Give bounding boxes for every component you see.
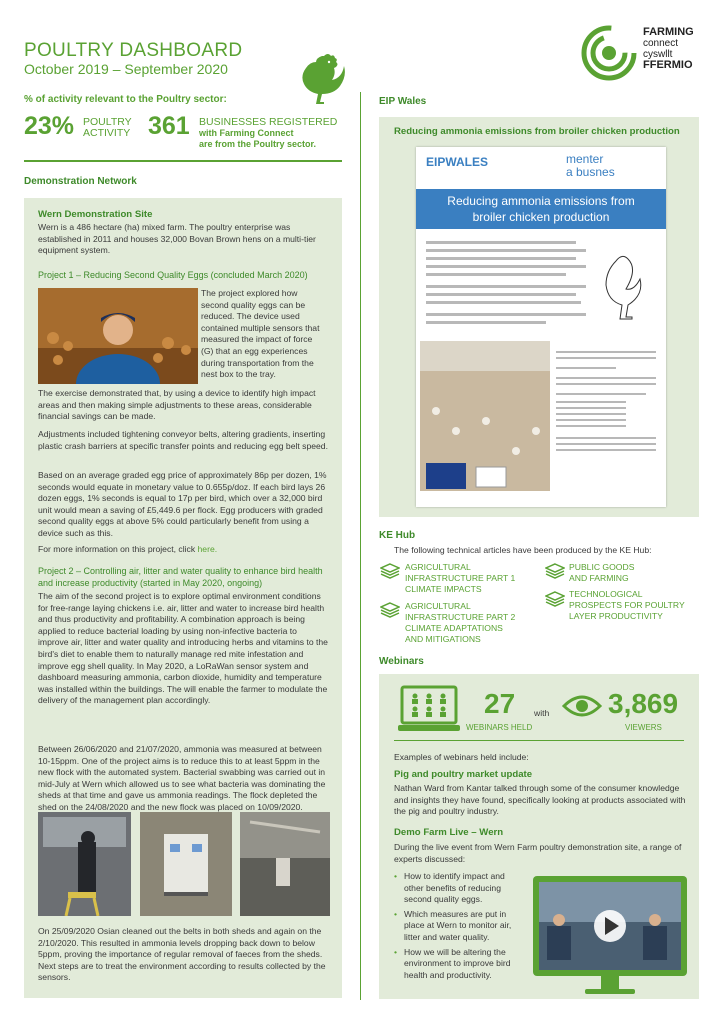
project1-title: Project 1 – Reducing Second Quality Eggs (concluded March 2020) <box>38 270 308 280</box>
kehub-article-public-goods[interactable]: PUBLIC GOODS AND FARMING <box>569 562 635 583</box>
eipwales-logo: EIPWALES <box>426 155 489 169</box>
kehub-intro: The following technical articles have been produced by the KE Hub: <box>394 545 652 555</box>
section-heading-webinars: Webinars <box>379 656 424 667</box>
webinars-held-label: WEBINARS HELD <box>466 723 533 732</box>
webinar-examples-intro: Examples of webinars held include: <box>394 752 529 762</box>
project1-summary: The project explored how second quality eggs can be reduced. The device used contained multiple sensors that measured the impact of force (G) that an egg experiences during transportation from the nest box to the tray. <box>201 288 320 380</box>
divider <box>24 160 342 162</box>
article-icon <box>545 591 565 607</box>
article-icon <box>380 563 400 579</box>
list-item: • How to identify impact and other benefits of reducing second quality eggs. <box>394 871 524 906</box>
farming-connect-logo <box>580 24 638 82</box>
webinar-laptop-icon <box>398 685 460 733</box>
page-title: POULTRY DASHBOARD <box>24 40 243 61</box>
webinar-2-topics <box>394 871 524 984</box>
webinar-2-description: During the live event from Wern Farm poultry demonstration site, a range of experts discussed: <box>394 842 682 864</box>
article-icon <box>380 602 400 618</box>
webinars-held-count: 27 <box>484 688 516 719</box>
webinar-video-player[interactable] <box>533 876 687 1000</box>
businesses-label: BUSINESSES REGISTERED with Farming Connect are from the Poultry sector. <box>199 116 338 149</box>
report-period: October 2019 – September 2020 <box>24 61 228 77</box>
logo-wordmark: FARMING connect cyswllt FFERMIO <box>643 26 694 71</box>
webinar-2-title: Demo Farm Live – Wern <box>394 827 504 838</box>
section-heading-eip: EIP Wales <box>379 96 427 107</box>
project2-measurements: Between 26/06/2020 and 21/07/2020, ammonia was measured at between 10-15ppm. One of the project aims is to reduce this to at least 5ppm in the new flock with the automated system. Bacterial swabbing was carried out in mid-July at Wern which allowed us to see what bacteria was dominating the sheds at that time and gave us ammonia readings. The flock depleted the shed on the 24/08/2020 and the new flock was placed on 10/09/2020. <box>38 744 326 812</box>
shed-ceiling-photo <box>240 812 330 916</box>
project1-financials: Based on an average graded egg price of approximately 86p per dozen, 1% seconds would equate in monetary value to 0.655p/doz. If each bird lays 26 dozen eggs, 1% seconds is equal to 17p per bird, which over a 32,000 bird unit would mean a saving of £5,449.6 per flock. Egg producers with graded second quality eggs at above 5% could particularly benefit from using a device such as this. <box>38 470 327 538</box>
webinar-1-title: Pig and poultry market update <box>394 769 533 780</box>
eye-icon <box>562 694 602 718</box>
businesses-count: 361 <box>148 112 190 140</box>
column-divider <box>360 92 361 1000</box>
viewers-count: 3,869 <box>608 688 679 719</box>
poster-title: Reducing ammonia emissions from broiler chicken production <box>416 189 666 229</box>
project2-outcome: On 25/09/2020 Osian cleaned out the belts in both sheds and again on the 2/10/2020. This resulted in ammonia levels dropping back down to below 5ppm, proving the importance of regular removal of faeces from the sheds. Next steps are to treat the environment according to results collected by the sensors. <box>38 926 326 983</box>
poultry-activity-percent: 23% <box>24 112 75 140</box>
article-icon <box>545 563 565 579</box>
site-title: Wern Demonstration Site <box>38 209 153 220</box>
sensor-install-photo <box>38 812 131 916</box>
kehub-article-infrastructure-1[interactable]: AGRICULTURAL INFRASTRUCTURE PART 1 CLIMATE IMPACTS <box>405 562 516 594</box>
kehub-article-infrastructure-2[interactable]: AGRICULTURAL INFRASTRUCTURE PART 2 CLIMATE ADAPTATIONS AND MITIGATIONS <box>405 601 516 644</box>
divider <box>394 740 684 741</box>
poultry-activity-label: POULTRY ACTIVITY <box>83 116 132 139</box>
webinar-1-description: Nathan Ward from Kantar talked through some of the consumer knowledge and insights they have found, specifically looking at products associated with the pig and poultry industry. <box>394 783 686 817</box>
section-heading-demonstration: Demonstration Network <box>24 176 137 187</box>
eip-project-title: Reducing ammonia emissions from broiler chicken production <box>394 126 680 137</box>
list-item: • How we will be altering the environment to improve bird health and productivity. <box>394 947 524 982</box>
site-description: Wern is a 486 hectare (ha) mixed farm. The poultry enterprise was established in 2011 and houses 32,000 Bovan Brown hens on a multi-tier equipment system. <box>38 222 316 256</box>
project2-title: Project 2 – Controlling air, litter and water quality to enhance bird health and increase productivity (started in May 2020, ongoing) <box>38 566 323 588</box>
eip-poster-image <box>416 147 666 507</box>
stats-label: % of activity relevant to the Poultry sector: <box>24 94 227 105</box>
list-item: • Which measures are put in place at Wern to monitor air, litter and water quality. <box>394 909 524 944</box>
webinars-with: with <box>534 708 550 718</box>
project1-result: The exercise demonstrated that, by using a device to identify high impact areas and then making simple adjustments to these areas, considerable financial savings can be made. <box>38 388 316 422</box>
poster-body <box>416 231 666 507</box>
kehub-article-technological-prospects[interactable]: TECHNOLOGICAL PROSPECTS FOR POULTRY LAYER PRODUCTIVITY <box>569 589 685 621</box>
farmer-photo <box>38 288 198 384</box>
control-box-photo <box>140 812 232 916</box>
project1-adjustments: Adjustments included tightening conveyor belts, altering gradients, inserting plastic crash barriers at specific transfer points and reducing egg belt speed. <box>38 429 328 451</box>
project1-more-info: For more information on this project, click here. <box>38 544 218 554</box>
section-heading-kehub: KE Hub <box>379 530 416 541</box>
viewers-label: VIEWERS <box>625 723 662 732</box>
project2-aims: The aim of the second project is to explore optimal environment conditions for free-range laying chickens i.e. air, litter and water to increase bird health and thus productivity and profitability. A combination approach is being applied to reduce bacterial loading by using non-infective bacteria to improve air, litter and water quality and introducing herbs and vitamins to the bird's diet to enable them to naturally manage red mite infestation and improve egg shell quality. In May 2020, a LoRaWan sensor system and dashboard measuring ammonia, carbon dioxide, humidity and temperature was installed within the buildings. The will enable the farmer to modulate the delivery of the management plan accordingly. <box>38 591 328 706</box>
hen-icon <box>294 52 346 108</box>
project1-link[interactable]: here. <box>197 544 218 554</box>
menter-a-busnes-logo: menter a busnes <box>566 152 615 179</box>
